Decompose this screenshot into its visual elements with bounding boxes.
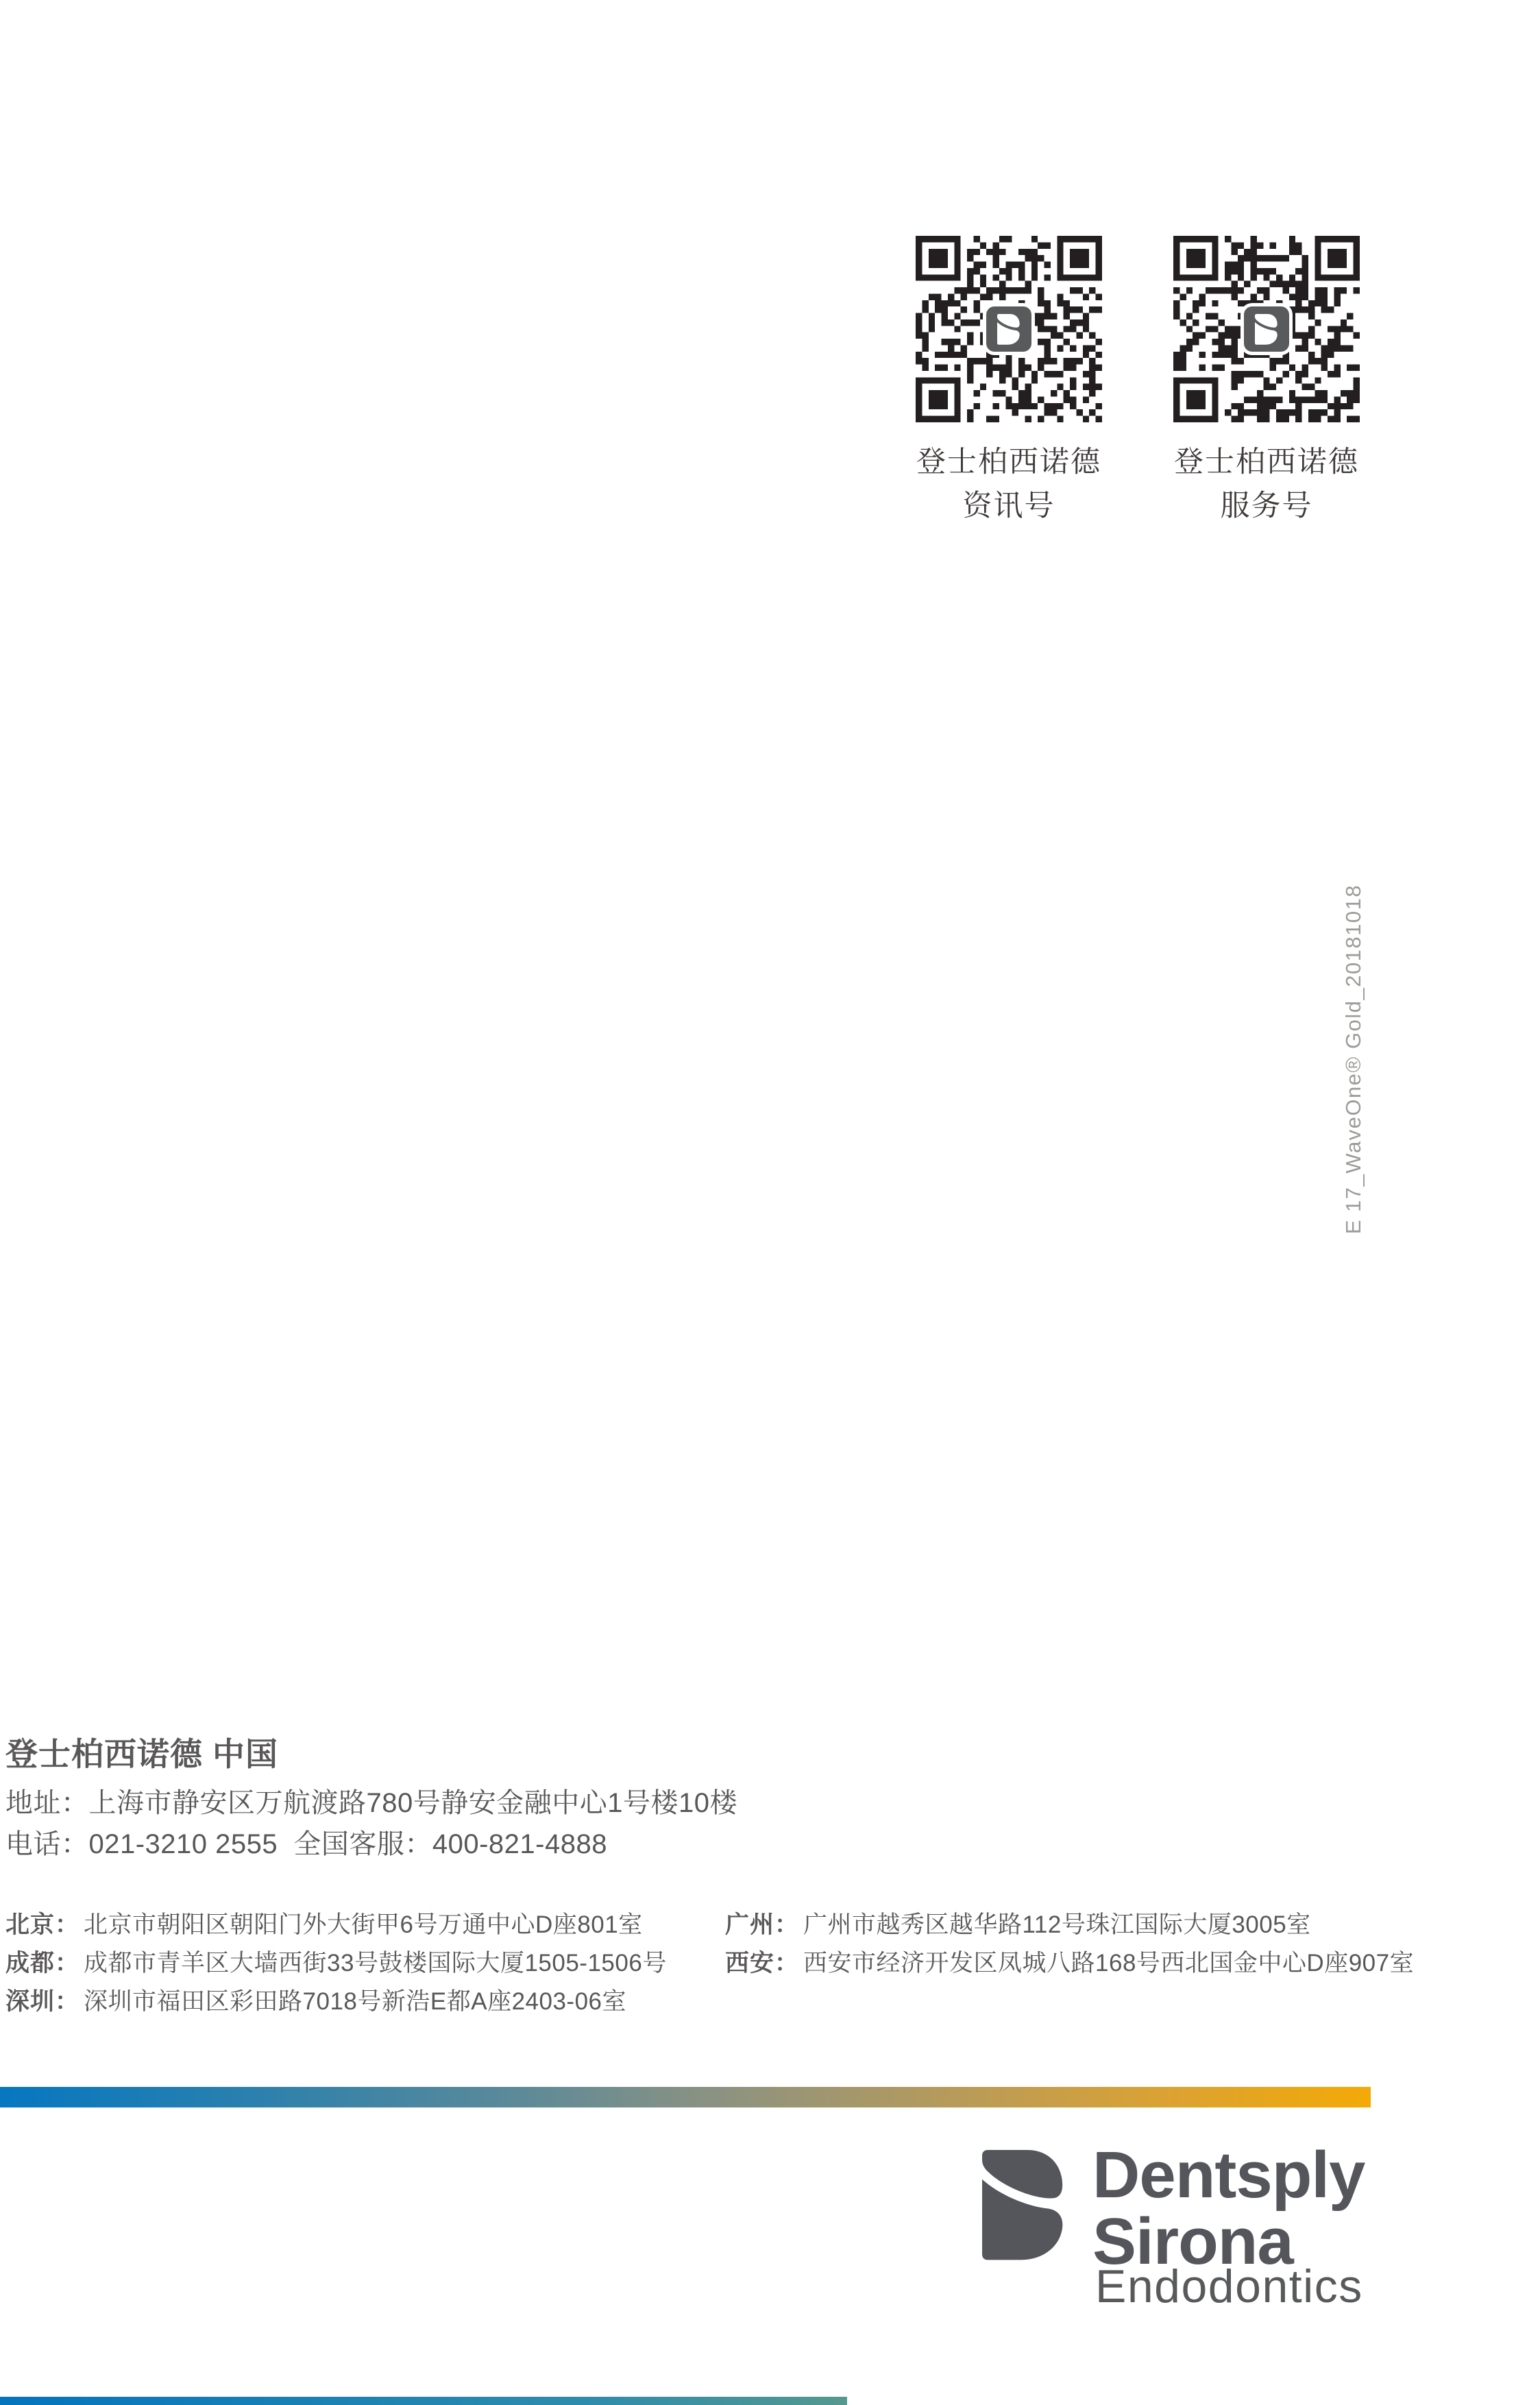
office-city-label: 西安： bbox=[725, 1950, 800, 1977]
brand-name-line1: Dentsply bbox=[1092, 2138, 1365, 2212]
qr-caption-service-line1: 登士柏西诺德 bbox=[1174, 446, 1359, 479]
droplet-icon bbox=[997, 314, 1020, 345]
company-phone: 电话：021-3210 2555 全国客服：400-821-4888 bbox=[5, 1829, 607, 1859]
dentsply-sirona-mark-icon bbox=[982, 2150, 1066, 2260]
qr-caption-service-line2: 服务号 bbox=[1220, 490, 1313, 522]
company-address: 地址：上海市静安区万航渡路780号静安金融中心1号楼10楼 bbox=[5, 1788, 737, 1818]
offices-right-column bbox=[725, 1913, 1414, 1990]
brand-name-line2: Sirona bbox=[1092, 2205, 1293, 2278]
qr-code-service bbox=[1173, 236, 1360, 422]
office-city-label: 成都： bbox=[5, 1950, 80, 1977]
droplet-icon bbox=[1255, 314, 1278, 345]
qr-code-news bbox=[916, 236, 1102, 422]
brand-name bbox=[1092, 2138, 1365, 2278]
office-address: 西安市经济开发区凤城八路168号西北国金中心D座907室 bbox=[803, 1950, 1415, 1977]
qr-caption-news-line1: 登士柏西诺德 bbox=[916, 446, 1101, 479]
office-row-chengdu bbox=[5, 1951, 667, 1976]
office-city-label: 北京： bbox=[5, 1911, 80, 1938]
gradient-divider-bar bbox=[0, 2087, 1371, 2107]
document-code-note: E 17_WaveOne® Gold_20181018 bbox=[1341, 884, 1365, 1235]
qr-center-logo bbox=[986, 306, 1031, 352]
qr-caption-news bbox=[909, 440, 1109, 528]
offices-left-column bbox=[5, 1913, 667, 2028]
qr-caption-news-line2: 资讯号 bbox=[962, 490, 1055, 522]
qr-center-logo bbox=[1244, 306, 1289, 352]
office-row-shenzhen bbox=[5, 1990, 667, 2014]
bottom-bleed-strip bbox=[0, 2397, 847, 2405]
company-name: 登士柏西诺德 中国 bbox=[5, 1736, 279, 1772]
office-city-label: 深圳： bbox=[5, 1988, 80, 2015]
office-address: 深圳市福田区彩田路7018号新浩E都A座2403-06室 bbox=[84, 1988, 627, 2015]
brand-division: Endodontics bbox=[1095, 2260, 1363, 2312]
office-row-xian bbox=[725, 1951, 1414, 1976]
office-city-label: 广州： bbox=[725, 1911, 800, 1938]
company-info-block bbox=[5, 1736, 737, 1865]
office-address: 成都市青羊区大墙西街33号鼓楼国际大厦1505-1506号 bbox=[84, 1950, 667, 1977]
office-address: 广州市越秀区越华路112号珠江国际大厦3005室 bbox=[803, 1911, 1311, 1938]
office-row-beijing bbox=[5, 1913, 667, 1937]
office-address: 北京市朝阳区朝阳门外大街甲6号万通中心D座801室 bbox=[84, 1911, 643, 1938]
qr-caption-service bbox=[1166, 440, 1367, 528]
office-row-guangzhou bbox=[725, 1913, 1414, 1937]
